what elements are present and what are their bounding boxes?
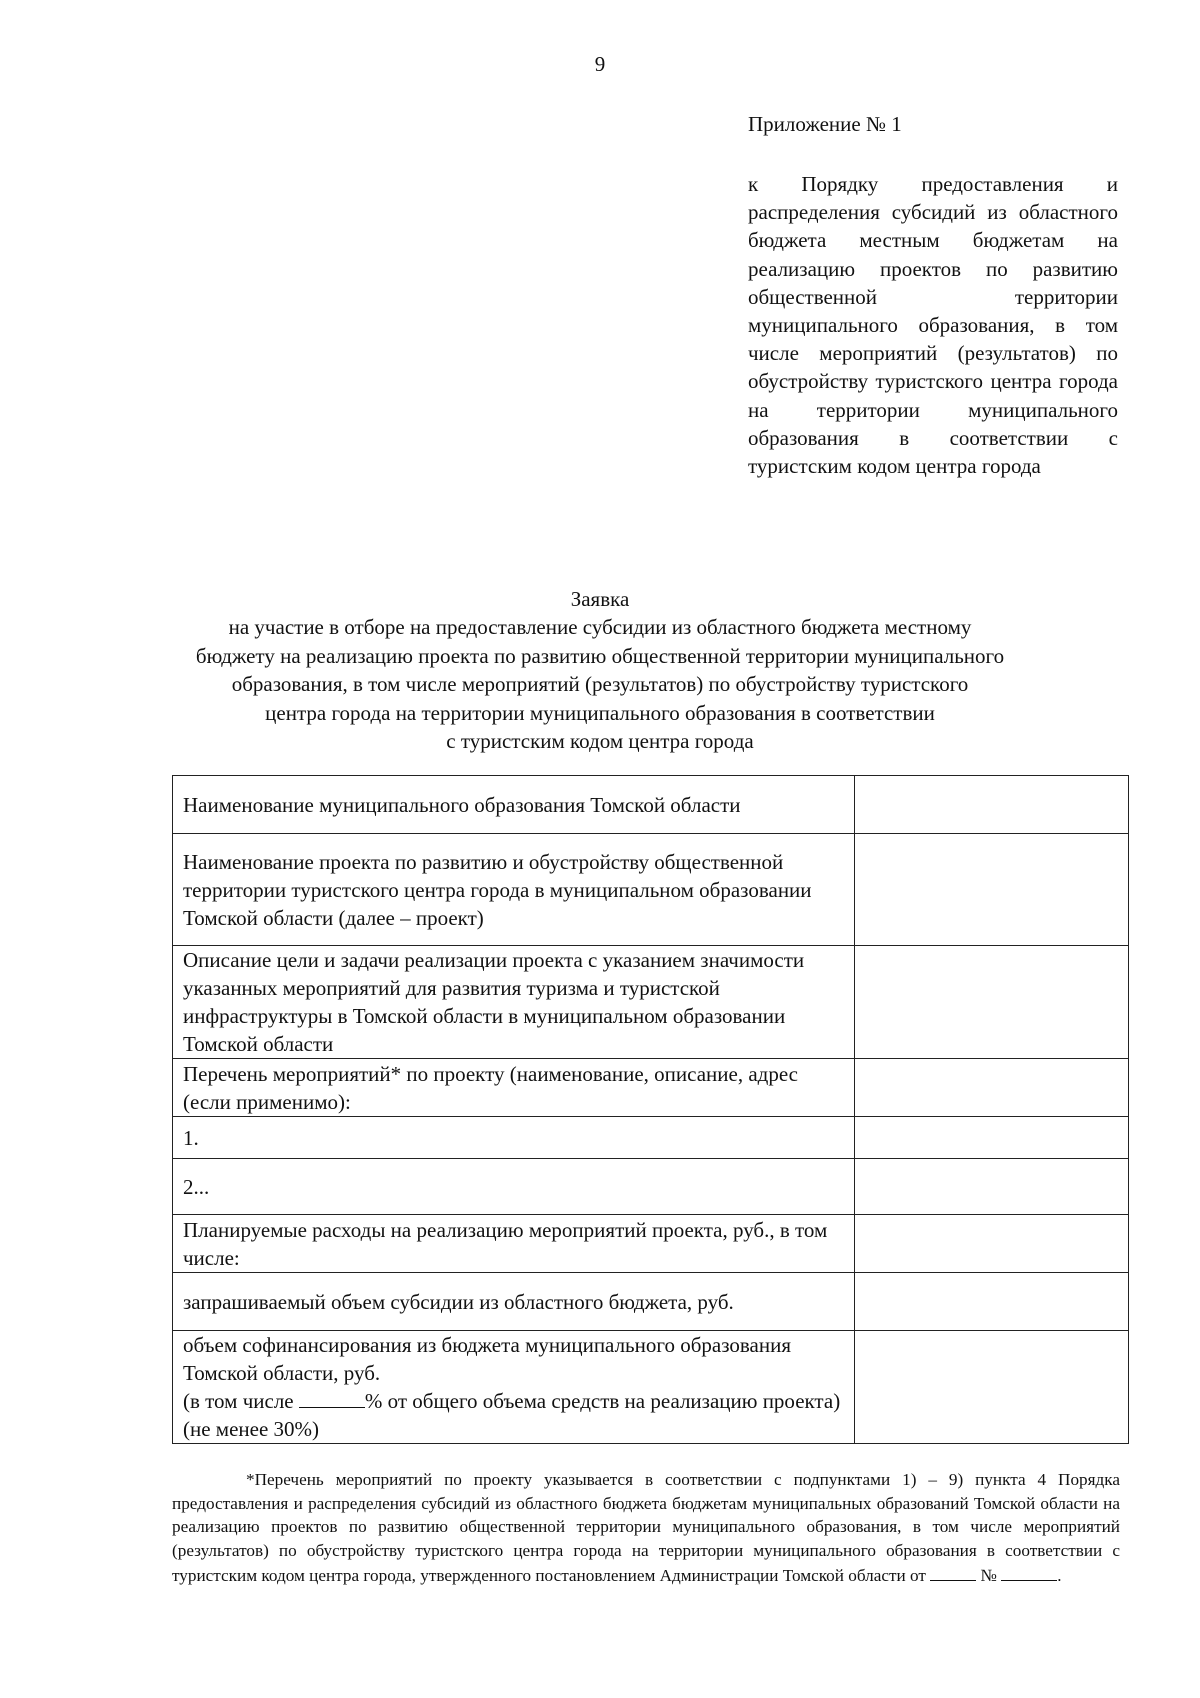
table-row (173, 946, 1129, 1059)
percent-blank-field[interactable] (299, 1389, 365, 1408)
row-label-municipality-name: Наименование муниципального образования Томской области (173, 776, 855, 834)
row-value-municipality-name[interactable] (855, 776, 1129, 834)
footnote-number-sign: № (980, 1566, 997, 1586)
number-blank-field[interactable] (1001, 1562, 1057, 1581)
table-row (173, 1117, 1129, 1159)
document-heading (150, 585, 1050, 755)
appendix-text: к Порядку предоставления и распределения субсидий из областного бюджета местным бюджетам на реализацию проектов по развитию общественной территории муниципального образования, в том числе мероприятий (результатов) по обустройству туристского центра города на территории муниципального образования в соответствии с туристским кодом центра города (748, 172, 1118, 479)
row-value-activity-1[interactable] (855, 1117, 1129, 1159)
heading-title: Заявка (570, 587, 630, 611)
row-value-project-name[interactable] (855, 834, 1129, 946)
date-blank-field[interactable] (930, 1562, 976, 1581)
cofinancing-percent-suffix: % от общего объема средств на реализацию проекта) (не менее 30%) (183, 1389, 841, 1441)
table-row (173, 1159, 1129, 1215)
row-value-planned-expenses[interactable] (855, 1215, 1129, 1273)
row-label-project-name: Наименование проекта по развитию и обустройству общественной территории туристского центра города в муниципальном образовании Томской области (далее – проект) (173, 834, 855, 946)
row-value-requested-subsidy[interactable] (855, 1273, 1129, 1331)
row-label-activity-2: 2... (173, 1159, 855, 1215)
row-value-cofinancing[interactable] (855, 1331, 1129, 1444)
table-row (173, 1215, 1129, 1273)
table-row (173, 1331, 1129, 1444)
row-label-cofinancing (173, 1331, 855, 1444)
footnote-end: . (1057, 1566, 1062, 1586)
cofinancing-percent-prefix: (в том числе (183, 1389, 294, 1413)
heading-line: бюджету на реализацию проекта по развитию общественной территории муниципального (195, 643, 1005, 668)
row-value-project-goals[interactable] (855, 946, 1129, 1059)
table-row (173, 776, 1129, 834)
cofinancing-text: объем софинансирования из бюджета муниципального образования Томской области, руб. (183, 1333, 791, 1385)
heading-line: с туристским кодом центра города (446, 729, 754, 754)
row-label-planned-expenses: Планируемые расходы на реализацию мероприятий проекта, руб., в том числе: (173, 1215, 855, 1273)
table-row (173, 1059, 1129, 1117)
row-label-activity-1: 1. (173, 1117, 855, 1159)
table-row (173, 1273, 1129, 1331)
footnote-text: *Перечень мероприятий по проекту указывается в соответствии с подпунктами 1) – 9) пункта 4 Порядка предоставления и распределения субсидий из областного бюджета бюджетам муниципальных образований Томской области на реализацию проектов по развитию общественной территории муниципального образования, в том числе мероприятий (результатов) по обустройству туристского центра города на территории муниципального образования в соответствии с туристским кодом центра города, утвержденного постановлением Администрации Томской области от (172, 1470, 1120, 1586)
page-number: 9 (594, 52, 606, 76)
heading-line: образования, в том числе мероприятий (результатов) по обустройству туристского (231, 672, 969, 697)
row-value-activities-list[interactable] (855, 1059, 1129, 1117)
row-label-activities-list: Перечень мероприятий* по проекту (наименование, описание, адрес (если применимо): (173, 1059, 855, 1117)
row-label-project-goals: Описание цели и задачи реализации проекта с указанием значимости указанных мероприятий для развития туризма и туристской инфраструктуры в Томской области в муниципальном образовании Томской области (173, 946, 855, 1059)
heading-line: на участие в отборе на предоставление субсидии из областного бюджета местному (228, 615, 972, 640)
application-form-table (172, 775, 1129, 1444)
row-value-activity-2[interactable] (855, 1159, 1129, 1215)
heading-line: центра города на территории муниципального образования в соответствии (265, 700, 935, 725)
appendix-title: Приложение № 1 (748, 112, 902, 136)
row-label-requested-subsidy: запрашиваемый объем субсидии из областного бюджета, руб. (173, 1273, 855, 1331)
table-row (173, 834, 1129, 946)
footnote (172, 1468, 1120, 1588)
